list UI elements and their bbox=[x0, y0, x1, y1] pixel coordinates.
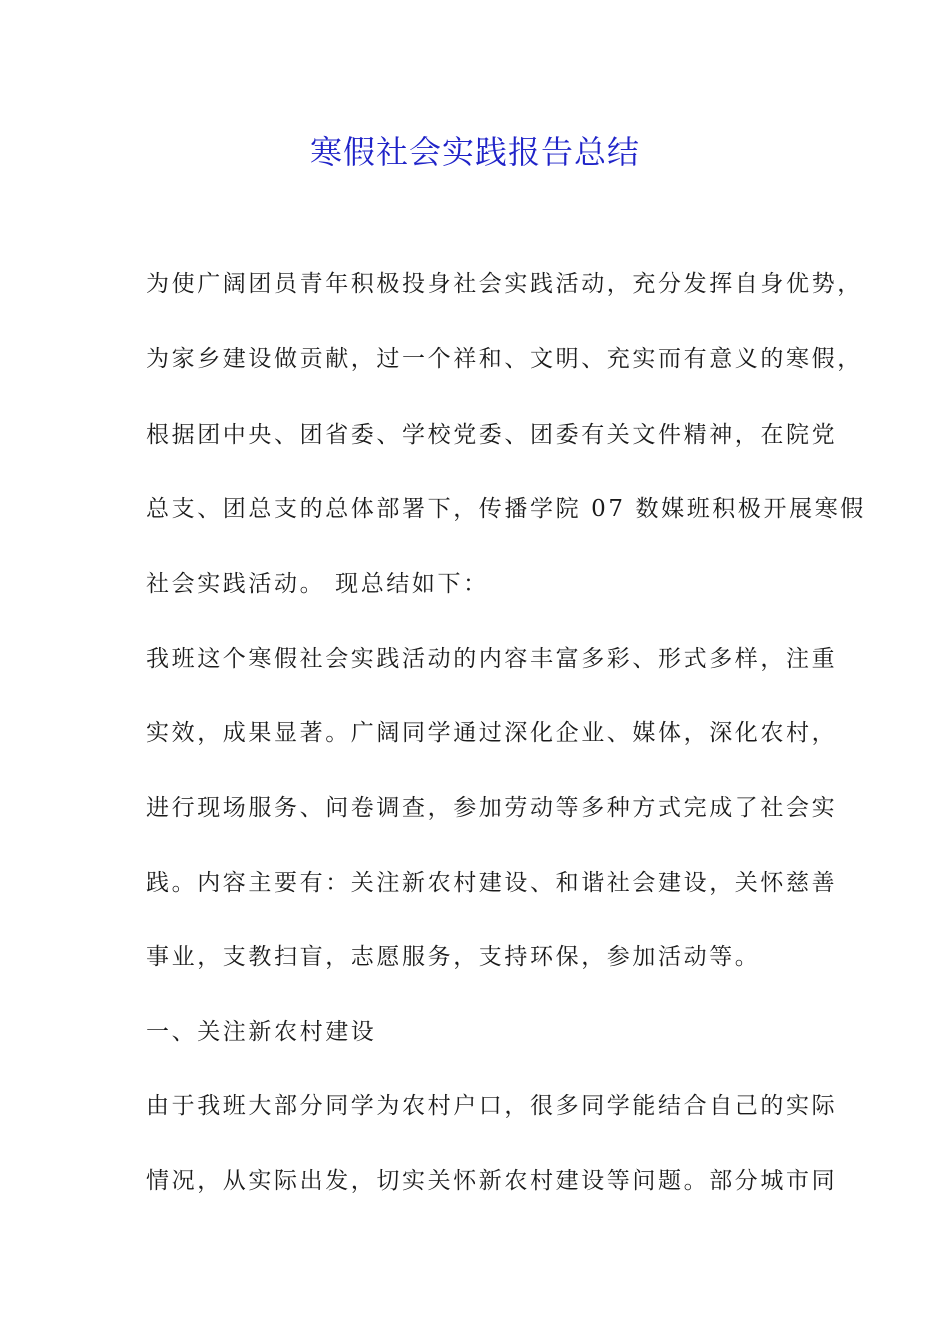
paragraph-line: 事业，支教扫盲，志愿服务，支持环保，参加活动等。 bbox=[146, 944, 761, 970]
paragraph-line: 践。内容主要有：关注新农村建设、和谐社会建设，关怀慈善 bbox=[146, 870, 838, 896]
document-title: 寒假社会实践报告总结 bbox=[309, 133, 640, 171]
paragraph-line: 总支、团总支的总体部署下，传播学院 07 数媒班积极开展寒假 bbox=[146, 496, 866, 522]
paragraph-line: 实效，成果显著。广阔同学通过深化企业、媒体，深化农村， bbox=[146, 720, 838, 746]
paragraph-line: 社会实践活动。 现总结如下： bbox=[146, 571, 489, 597]
paragraph-line: 为家乡建设做贡献，过一个祥和、文明、充实而有意义的寒假， bbox=[146, 346, 863, 372]
paragraph-line: 由于我班大部分同学为农村户口，很多同学能结合自己的实际 bbox=[146, 1093, 838, 1119]
paragraph-line: 根据团中央、团省委、学校党委、团委有关文件精神，在院党 bbox=[146, 422, 838, 448]
paragraph-line: 情况，从实际出发，切实关怀新农村建设等问题。部分城市同 bbox=[146, 1168, 838, 1194]
paragraph-line: 我班这个寒假社会实践活动的内容丰富多彩、形式多样，注重 bbox=[146, 646, 838, 672]
paragraph-line: 为使广阔团员青年积极投身社会实践活动，充分发挥自身优势， bbox=[146, 271, 863, 297]
paragraph-line: 进行现场服务、问卷调查，参加劳动等多种方式完成了社会实 bbox=[146, 795, 838, 821]
section-heading: 一、关注新农村建设 bbox=[146, 1019, 377, 1045]
